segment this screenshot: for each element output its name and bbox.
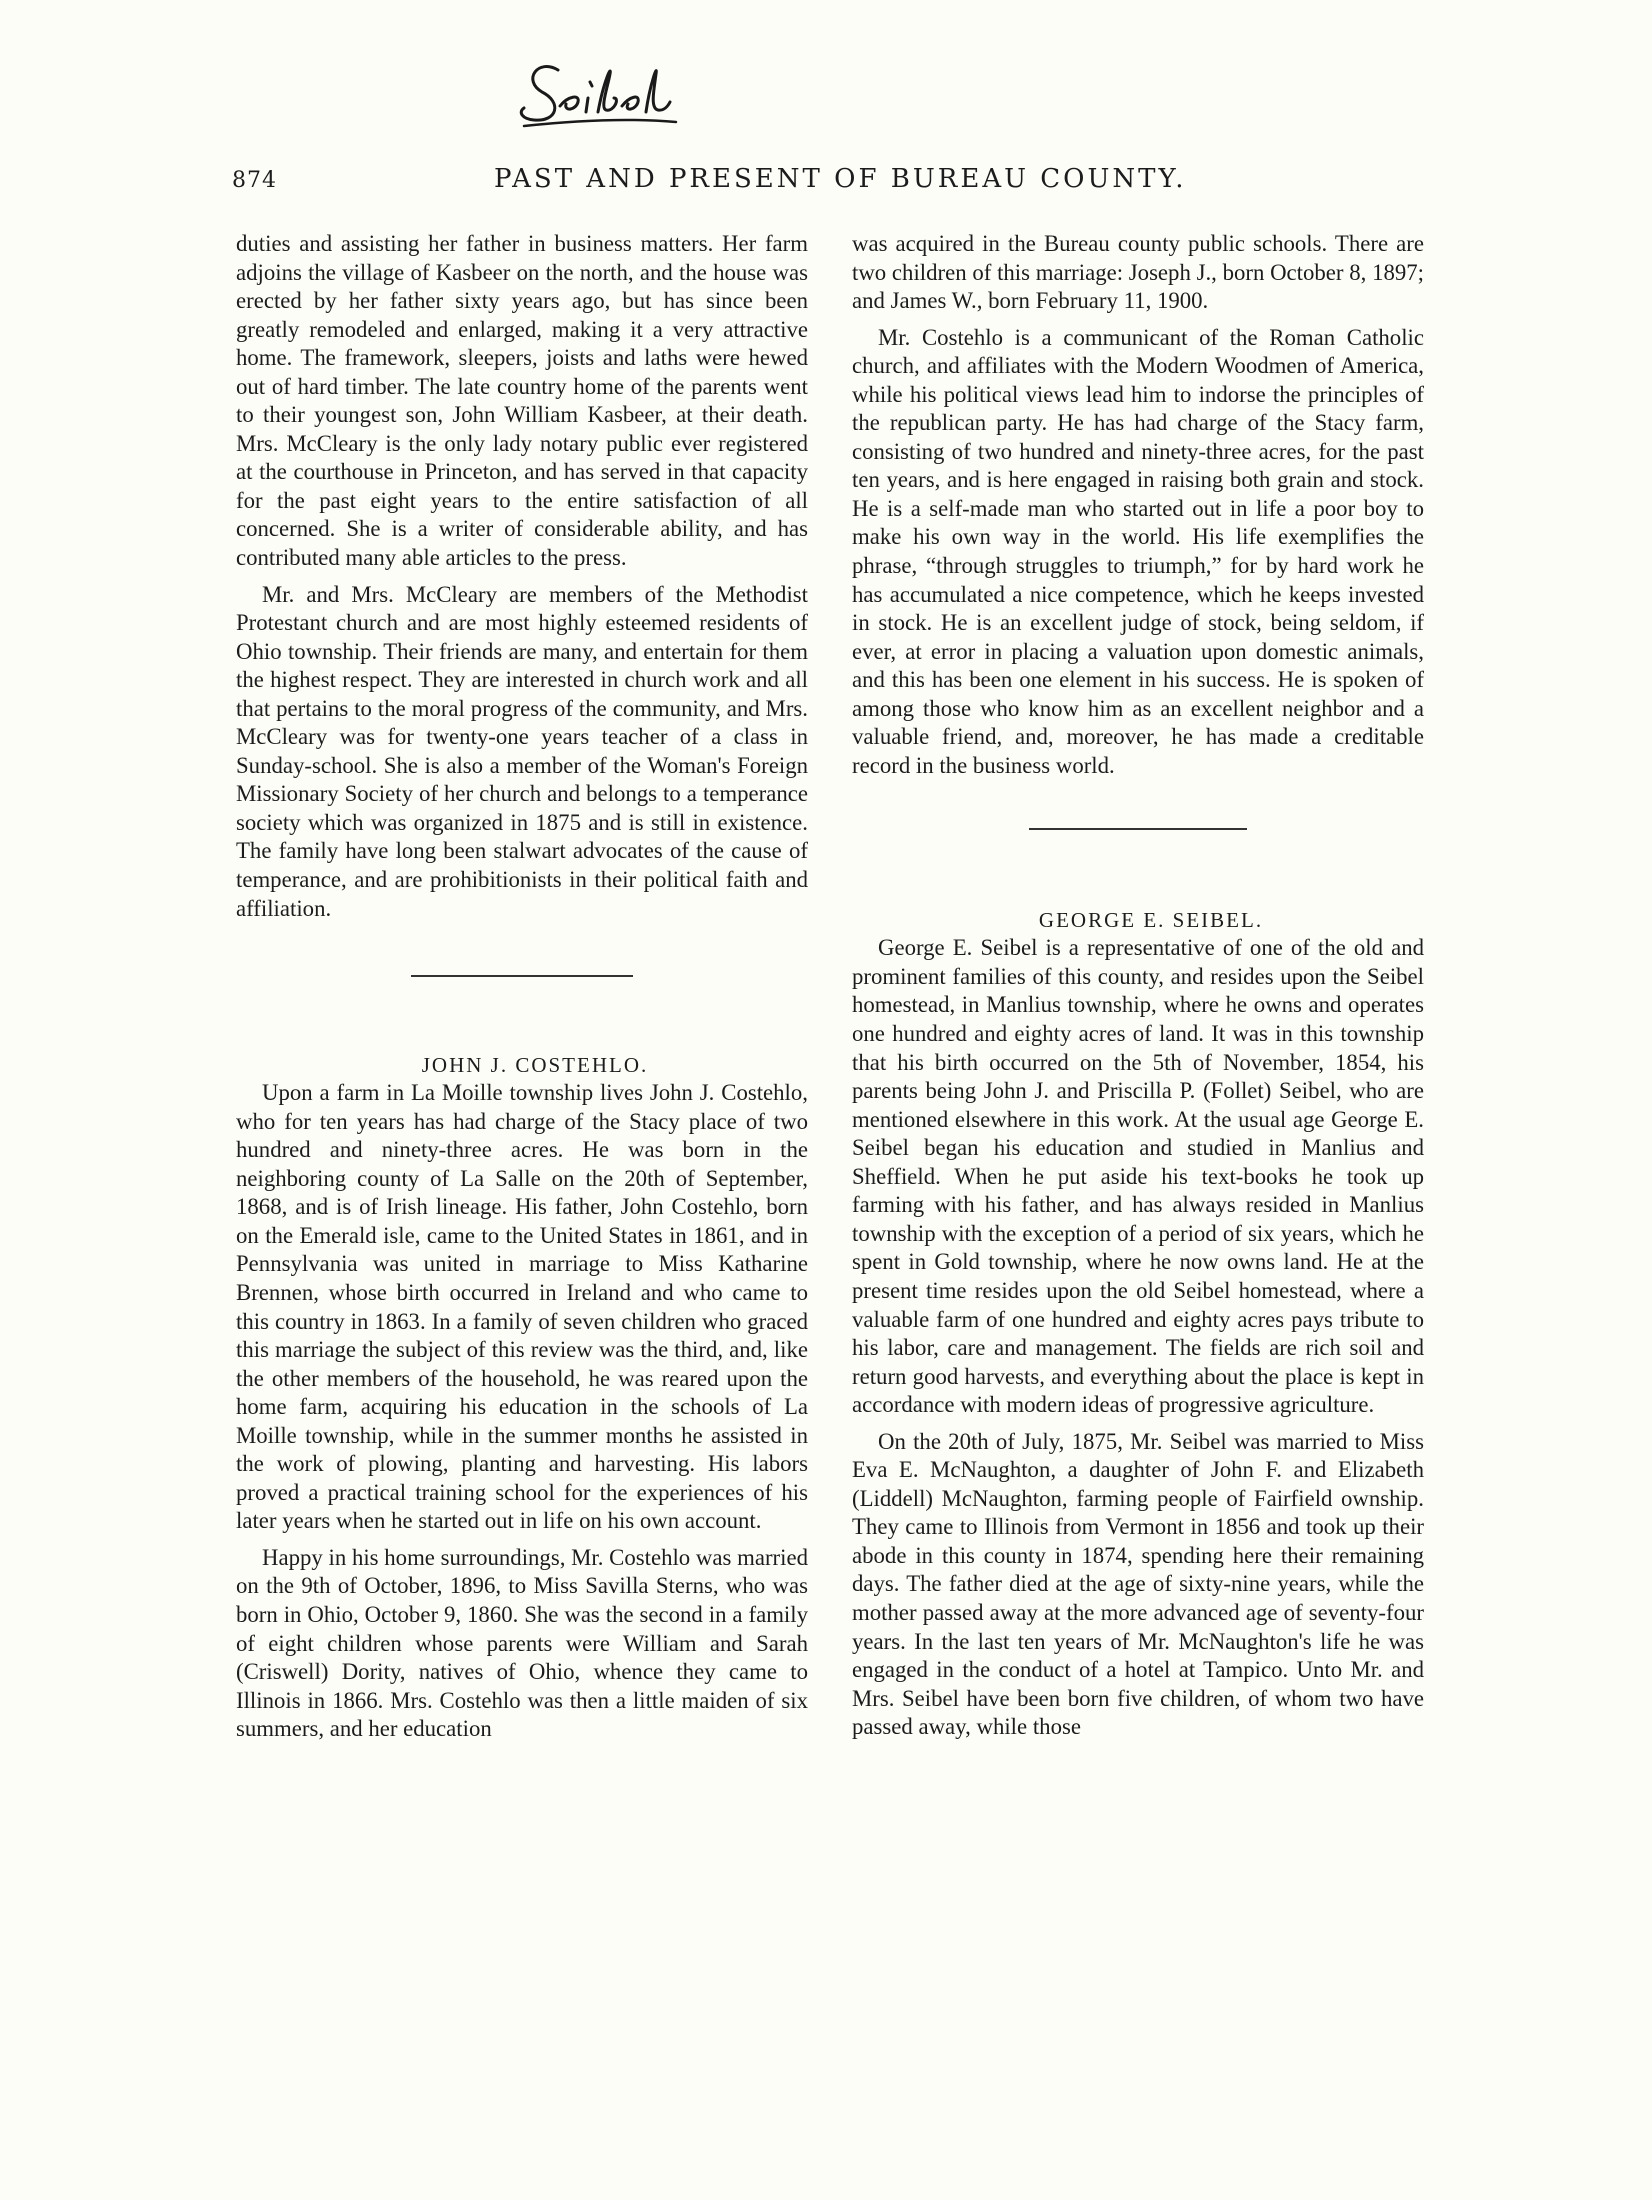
- handwritten-signature: [500, 40, 700, 130]
- left-column: [236, 230, 808, 1744]
- paragraph-costehlo-biography: Upon a farm in La Moille township lives John J. Costehlo, who for ten years has had charge of the Stacy place of two hundred and ninety-three acres. He was born in the neighboring county of La Salle on the 20th of September, 1868, and is of Irish lineage. His father, John Costehlo, born on the Emerald isle, came to the United States in 1861, and in Pennsylvania was united in marriage to Miss Katharine Brennen, whose birth occurred in Ireland and who came to this country in 1863. In a family of seven children who graced this marriage the subject of this review was the third, and, like the other members of the household, he was reared upon the home farm, acquiring his education in the schools of La Moille township, while in the summer months he assisted in the work of plowing, planting and harvesting. His labors proved a practical training school for the experiences of his later years when he started out in life on his own account.: [236, 1080, 808, 1534]
- paragraph-seibel-marriage: On the 20th of July, 1875, Mr. Seibel was married to Miss Eva E. McNaughton, a daughter of John F. and Elizabeth (Liddell) McNaughton, farming people of Fairfield ownship. They came to Illinois from Vermont in 1856 and took up their abode in this county in 1874, spending here their remaining days. The father died at the age of sixty-nine years, while the mother passed away at the more advanced age of seventy-four years. In the last ten years of Mr. McNaughton's life he was engaged in the conduct of a hotel at Tampico. Unto Mr. and Mrs. Seibel have been born five children, of whom two have passed away, while those: [852, 1428, 1424, 1740]
- paragraph-costehlo-marriage: Happy in his home surroundings, Mr. Costehlo was married on the 9th of October, 1896, to Miss Savilla Sterns, who was born in Ohio, October 9, 1860. She was the second in a family of eight children whose parents were William and Sarah (Criswell) Dority, natives of Ohio, whence they came to Illinois in 1866. Mrs. Costehlo was then a little maiden of six summers, and her education: [236, 1544, 808, 1742]
- paragraph-costehlo-character: Mr. Costehlo is a communicant of the Roman Catholic church, and affiliates with the Modern Woodmen of America, while his political views lead him to indorse the principles of the republican party. He has had charge of the Stacy farm, consisting of two hundred and ninety-three acres, for the past ten years, and is here engaged in raising both grain and stock. He is a self-made man who started out in life a poor boy to make his own way in the world. His life exemplifies the phrase, “through struggles to triumph,” for by hard work he has accumulated a nice competence, which he keeps invested in stock. He is an excellent judge of stock, being seldom, if ever, at error in placing a valuation upon domestic animals, and this has been one element in his success. He is spoken of among those who know him as an excellent neighbor and a valuable friend, and, moreover, he has made a creditable record in the business world.: [852, 324, 1424, 778]
- section-divider: [1029, 828, 1247, 830]
- heading-costehlo: JOHN J. COSTEHLO.: [421, 1053, 649, 1078]
- paragraph-seibel-biography: George E. Seibel is a representative of one of the old and prominent families of this county, and resides upon the Seibel homestead, in Manlius township, where he owns and operates one hundred and eighty acres of land. It was in this township that his birth occurred on the 5th of November, 1854, his parents being John J. and Priscilla P. (Follet) Seibel, who are mentioned elsewhere in this work. At the usual age George E. Seibel began his education and studied in Manlius and Sheffield. When he put aside his text-books he took up farming with his father, and has always resided in Manlius township with the exception of a period of six years, which he spent in Gold township, where he now owns land. He at the present time resides upon the old Seibel homestead, where a valuable farm of one hundred and eighty acres pays tribute to his labor, care and management. The fields are rich soil and return good harvests, and everything about the place is kept in accordance with modern ideas of progressive agriculture.: [852, 935, 1424, 1418]
- section-divider: [411, 975, 633, 977]
- page-number: 874: [232, 168, 277, 193]
- paragraph-mccleary-church: Mr. and Mrs. McCleary are members of the Methodist Protestant church and are most highly esteemed residents of Ohio township. Their friends are many, and entertain for them the highest respect. They are interested in church work and all that pertains to the moral progress of the community, and Mrs. McCleary was for twenty-one years teacher of a class in Sunday-school. She is also a member of the Woman's Foreign Missionary Society of her church and belongs to a temperance society which was organized in 1875 and is still in existence. The family have long been stalwart advocates of the cause of temperance, and are prohibitionists in their political faith and affiliation.: [236, 581, 808, 921]
- right-column: [852, 230, 1424, 1742]
- heading-seibel: GEORGE E. SEIBEL.: [1038, 908, 1264, 933]
- running-title: PAST AND PRESENT OF BUREAU COUNTY.: [494, 164, 1187, 194]
- running-head: [232, 164, 1412, 200]
- paragraph-costehlo-children: was acquired in the Bureau county public schools. There are two children of this marriage: Joseph J., born October 8, 1897; and James W., born February 11, 1900.: [852, 231, 1424, 314]
- paragraph-mccleary-farm: duties and assisting her father in business matters. Her farm adjoins the village of Kasbeer on the north, and the house was erected by her father sixty years ago, but has since been greatly remodeled and enlarged, making it a very attractive home. The framework, sleepers, joists and laths were hewed out of hard timber. The late country home of the parents went to their youngest son, John William Kasbeer, at their death. Mrs. McCleary is the only lady notary public ever registered at the courthouse in Princeton, and has served in that capacity for the past eight years to the entire satisfaction of all concerned. She is a writer of considerable ability, and has contributed many able articles to the press.: [236, 231, 808, 571]
